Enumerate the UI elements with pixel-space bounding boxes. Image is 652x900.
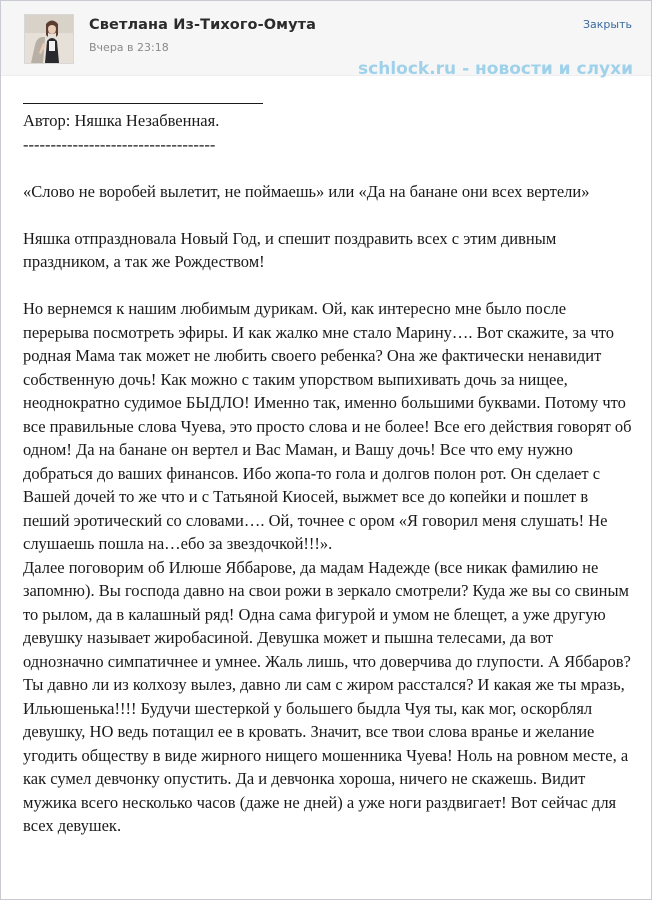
post-quote-title: «Слово не воробей вылетит, не поймаешь» или «Да на банане они всех вертели» xyxy=(23,181,590,201)
author-name[interactable]: Светлана Из-Тихого-Омута xyxy=(89,17,317,33)
watermark: schlock.ru - новости и слухи xyxy=(358,59,633,79)
dash-divider: ----------------------------------- xyxy=(23,134,216,154)
user-photo-avatar[interactable] xyxy=(24,14,74,64)
divider-rule xyxy=(23,89,263,104)
post-paragraph-1: Няшка отпраздновала Новый Год, и спешит поздравить всех с этим дивным праздником, а так же Рождеством! xyxy=(23,228,557,271)
avatar-photo-icon xyxy=(25,15,73,63)
post-paragraph-2: Но вернемся к нашим любимым дурикам. Ой, как интересно мне было после перерыва посмотреть эфиры. И как жалко мне стало Марину…. Вот скажите, за что родная Мама так может не любить своего ребенка? Она же фактически ненавидит собственную дочь! Как можно с таким упорством выпихивать дочь за нищее, неоднократно судимое БЫДЛО! Именно так, именно большими буквами. Потому что все правильные слова Чуева, это просто слова и не более! Все его действия говорят об одном! Да на банане он вертел и Вас Маман, и Вашу дочь! Все что ему нужно добраться до ваших финансов. Ибо жопа-то гола и долгов полон рот. Он сделает с Вашей дочей то же что и с Татьяной Киосей, выжмет все до копейки и пошлет в пеший эротический со словами…. Ой, точнее с ором «Я говорил меня слушать! Не слушаешь пошла на…ебо за звездочкой!!!». xyxy=(23,299,632,553)
post-timestamp[interactable]: Вчера в 23:18 xyxy=(89,41,169,54)
post-paragraph-3: Далее поговорим об Илюше Яббарове, да мадам Надежде (все никак фамилию не запомню). Вы господа давно на свои рожи в зеркало смотрели? Куда же вы со свиным то рылом, да в калашный ряд! Одна сама фигурой и умом не блещет, а уже другую девушку называет жиробасиной. Девушка может и пышна телесами, да вот однозначно симпатичнее и умнее. Жаль лишь, что доверчива до глупости. А Яббаров? Ты давно ли из колхозу вылез, давно ли сам с жиром расстался? И какая же ты мразь, Ильюшенька!!!! Будучи шестеркой у большего быдла Чуя ты, как мог, оскорблял девушку, НО ведь потащил ее в кровать. Значит, все твои слова вранье и желание угодить обществу в виде жирного нищего мошенника Чуева! Ноль на ровном месте, а как сумел девчонку опустить. Да и девчонка хороша, ничего не скажешь. Видит мужика всего несколько часов (даже не дней) а уже ноги раздвигает! Вот сейчас для всех девушек. xyxy=(23,557,631,835)
close-button[interactable]: Закрыть xyxy=(583,18,632,31)
post-author-line: Автор: Няшка Незабвенная. xyxy=(23,111,220,130)
post-body xyxy=(23,89,635,838)
